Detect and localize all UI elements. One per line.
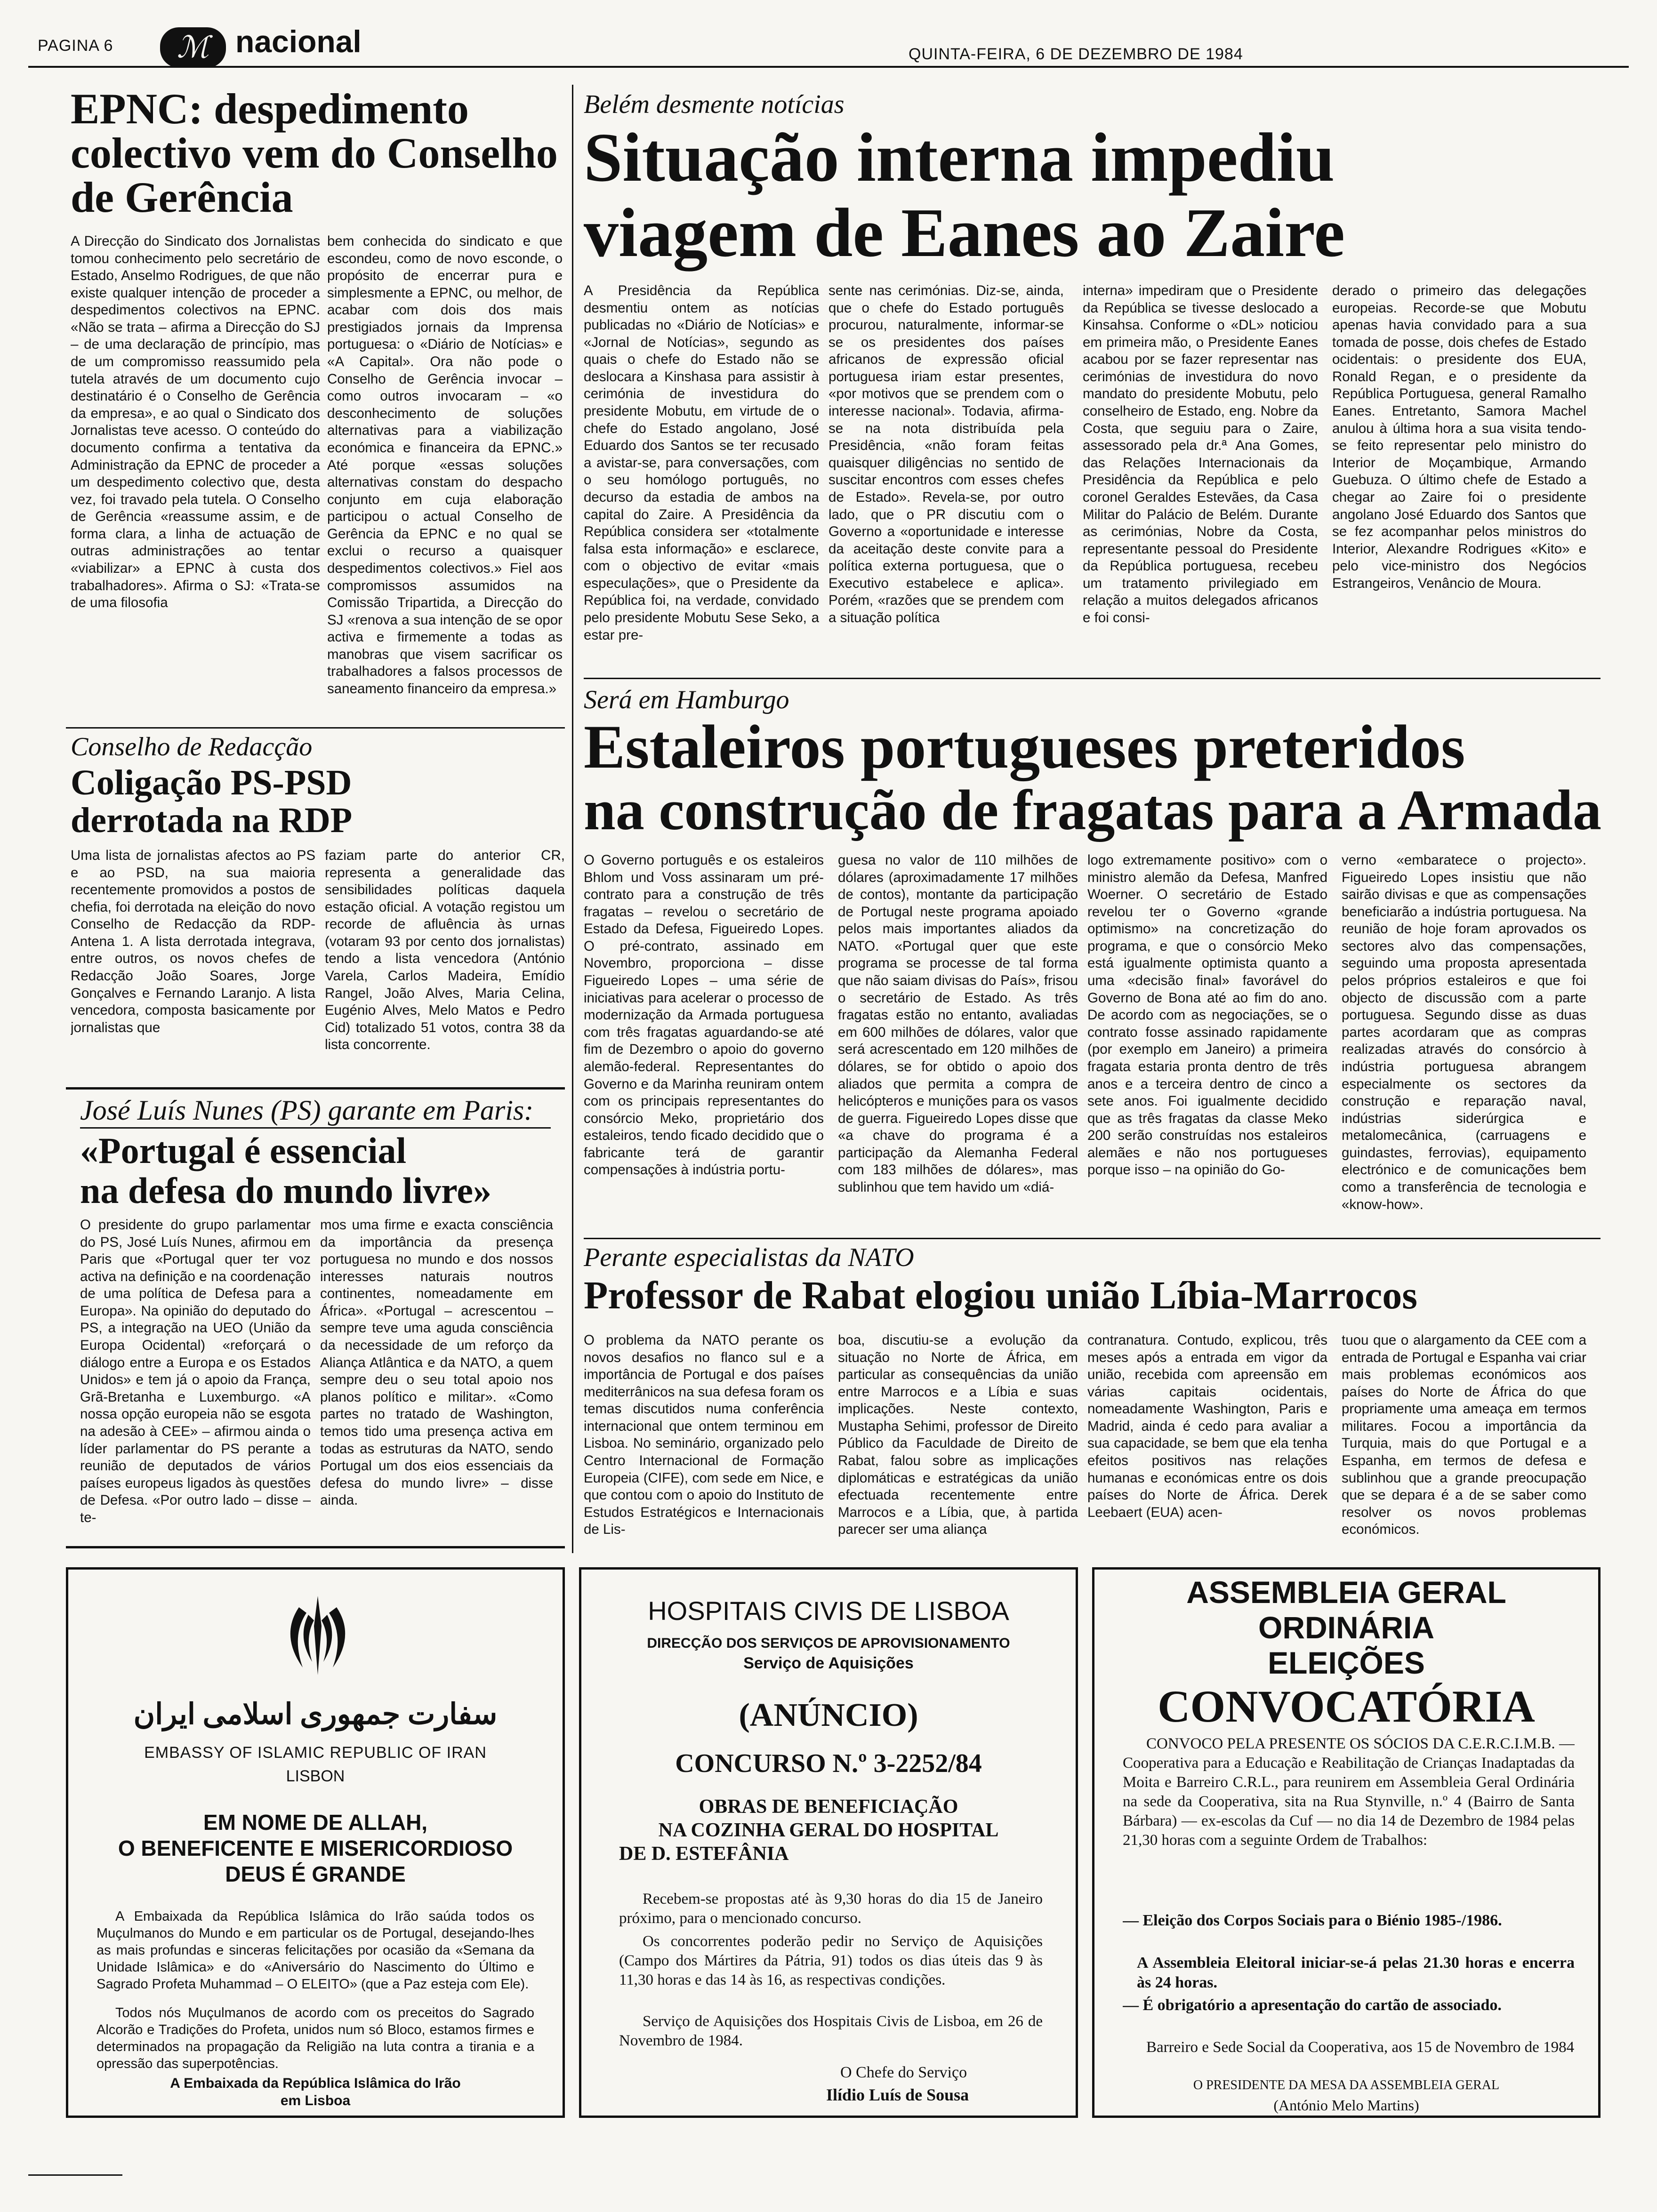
nunes-headline-line-1: «Portugal é essencial [80, 1130, 407, 1171]
hospital-sub-2: Serviço de Aquisições [743, 1654, 914, 1672]
hospital-obras-line-1: OBRAS DE BENEFICIAÇÃO [699, 1796, 958, 1818]
estaleiros-headline-line-2: na construção de fragatas para a Armada [584, 778, 1601, 842]
hospital-paragraph-2: Os concorrentes poderão pedir no Serviço de Aquisições (Campo dos Mártires da Pátria, 91) todos os dias úteis das 9 às 11,30 horas e das 14 às 16, as respectivas condições. [619, 1933, 1043, 1988]
rdp-headline-line-2: derrotada na RDP [71, 801, 353, 840]
epnc-col-1: A Direcção do Sindicato dos Jornalistas tomou conhecimento pelo secretário de Estado, Anselmo Rodrigues, de que não existe qualquer intenção de proceder a despedimentos colectivos na EPNC. «Não se trata – afirma a Direcção do SJ – de uma declaração de princípio, mas de um compromisso reassumido pela tutela através de um documento cujo destinatário é o Conselho de Gerência da empresa», e ao qual o Sindicato dos Jornalistas teve acesso. O conteúdo do documento confirma a tentativa da Administração da EPNC de proceder a um despedimento colectivo que, desta vez, foi travado pela tutela. O Conselho de Gerência «reassume assim, e de forma clara, a linha de actuação de outras administrações ao tentar «viabilizar» a EPNC à custa dos trabalhadores». Afirma o SJ: «Trata-se de uma filosofia [71, 233, 320, 611]
epnc-col-2: bem conhecida do sindicato e que escondeu, como de novo esconde, o propósito de encerrar pura e simplesmente a EPNC, ou melhor, de acabar com dois dos mais prestigiados jornais da Imprensa portuguesa: o «Diário de Notícias» e «A Capital». Ora não pode o Conselho de Gerência invocar – como outros invocaram – «o desconhecimento de soluções alternativas para a viabilização económica e financeira da EPNC.» Até porque «essas soluções alternativas constam do despacho conjunto em cuja elaboração participou o actual Conselho de Gerência da EPNC e no qual se exclui o recurso a quaisquer despedimentos colectivos.» Fiel aos compromissos assumidos na Comissão Tripartida, a Direcção do SJ «renova a sua intenção de se opor activa e firmemente a todas as manobras que visem sacrificar os trabalhadores a falsos processos de saneamento financeiro da empresa.» [327, 233, 563, 697]
section-rule [584, 678, 1601, 679]
embassy-city: LISBON [286, 1767, 345, 1785]
header-rule [28, 66, 1629, 68]
embassy-name-arabic: سفارت جمهوری اسلامی ایران [133, 1699, 498, 1731]
nunes-kicker-rule [80, 1127, 551, 1129]
hospital-title: HOSPITAIS CIVIS DE LISBOA [648, 1596, 1009, 1626]
estaleiros-col-1: O Governo português e os estaleiros Bhlom und Voss assinaram um pré-contrato para a construção de três fragatas – revelou o secretário de Estado da Defesa, Figueiredo Lopes. O pré-contrato, assinado em Novembro, proporciona – disse Figueiredo Lopes – uma série de iniciativas para acelerar o processo de modernização da Armada portuguesa com três fragatas aguardando-se até fim de Dezembro o apoio do governo alemão-federal. Representantes do Governo e da Marinha reuniram ontem com os principais representantes do consórcio Meko, proprietário dos estaleiros, tendo ficado decidido que o fabricante terá de garantir compensações à indústria portu- [584, 852, 824, 1178]
eanes-col-2: sente nas cerimónias. Diz-se, ainda, que o chefe do Estado português procurou, naturalmente, informar-se se os presidentes dos países africanos de expressão oficial portuguesa iriam estar presentes, «por motivos que se prendem com o interesse nacional». Todavia, afirma-se na nota distribuída pela Presidência, «não foram feitas quaisquer diligências no sentido de suscitar encontros com esses chefes de Estado». Revela-se, por outro lado, que o PR discutiu com o Governo a «oportunidade e interesse da aceitação deste convite para a política externa portuguesa, que o Executivo estabelece e aplica». Porém, «razões que se prendem com a situação política [828, 283, 1064, 625]
ad-assembleia-geral [1092, 1567, 1601, 2118]
hospital-chefe: O Chefe do Serviço [840, 2064, 967, 2081]
iran-heading-line-1: EM NOME DE ALLAH, [203, 1810, 428, 1835]
rdp-headline-line-1: Coligação PS-PSD [71, 763, 352, 802]
assembleia-signature-title: O PRESIDENTE DA MESA DA ASSEMBLEIA GERAL [1193, 2078, 1500, 2092]
estaleiros-col-2: guesa no valor de 110 milhões de dólares (aproximadamente 17 milhões de contos), montante da participação de Portugal neste programa apoiado pelos mais importantes aliados da NATO. «Portugal quer que este programa se processe de tal forma que não saiam divisas do País», frisou o secretário de Estado. As três fragatas estão no entanto, avaliadas em 600 milhões de dólares, valor que será acrescentado em 120 milhões de dólares, se for obtido o apoio dos aliados que permita a compra de helicópteros e munições para os vasos de guerra. Figueiredo Lopes disse que «a chave do programa é a participação da Alemanha Federal com 183 milhões de dólares», mas sublinhou que tem havido um «diá- [838, 852, 1078, 1195]
assembleia-title-3: ELEIÇÕES [1268, 1645, 1425, 1680]
assembleia-item-3: — É obrigatório a apresentação do cartão de associado. [1123, 1996, 1502, 2014]
rdp-col-1: Uma lista de jornalistas afectos ao PS e ao PSD, na sua maioria recentemente promovidos a postos de chefia, foi derrotada na eleição do novo Conselho de Redacção da RDP-Antena 1. A lista derrotada integrava, entre outros, os novos chefes de Redacção João Soares, Jorge Gonçalves e Fernando Laranjo. A lista vencedora, composta basicamente por jornalistas que [71, 848, 315, 1035]
footer-mark [28, 2174, 122, 2176]
newspaper-logo: ℳ [160, 27, 226, 68]
eanes-col-4: derado o primeiro das delegações europeias. Recorde-se que Mobutu apenas havia convidado para a sua tomada de posse, dois chefes de Estado ocidentais: o presidente dos EUA, Ronald Regan, e o presidente da República Portuguesa, general Ramalho Eanes. Entretanto, Samora Machel anulou à última hora a sua visita tendo-se feito representar pelo ministro do Interior de Moçambique, Armando Guebuza. O último chefe de Estado a chegar ao Zaire foi o presidente angolano José Eduardo dos Santos que se fez acompanhar pelos ministros do Interior, Alexandre Rodrigues «Kito» e pelo vice-ministro dos Negócios Estrangeiros, Venâncio de Moura. [1332, 283, 1586, 591]
assembleia-title-2: ORDINÁRIA [1258, 1610, 1434, 1645]
hospital-concurso: CONCURSO N.º 3-2252/84 [675, 1749, 982, 1778]
rabat-col-2: boa, discutiu-se a evolução da situação no Norte de África, em particular as consequências da união entre Marrocos e a Líbia e suas implicações. Neste contexto, Mustapha Sehimi, professor de Direito Público da Faculdade de Direito de Rabat, falou sobre as implicações diplomáticas e estratégicas da união efectuada recentemente entre Marrocos e a Líbia, que, à partida parecer ser uma aliança [838, 1332, 1078, 1538]
nunes-headline-line-2: na defesa do mundo livre» [80, 1170, 491, 1211]
eanes-headline-line-1: Situação interna impediu [584, 119, 1335, 196]
nunes-col-1: O presidente do grupo parlamentar do PS, José Luís Nunes, afirmou em Paris que «Portugal quer ter voz activa na definição e na coordenação de uma política de Defesa para a Europa». Na opinião do deputado do PS, a integração na UEO (União da Europa Ocidental) «reforçará o diálogo entre a Europa e os Estados Unidos» e tem já o apoio da França, Grã-Bretanha e Luxemburgo. «A nossa opção europeia não se esgota na adesão à CEE» – afirmou ainda o líder parlamentar do PS perante a reunião de deputados de vários países europeus ligados às questões de Defesa. «Por outro lado – disse – te- [80, 1217, 311, 1525]
estaleiros-headline-line-1: Estaleiros portugueses preteridos [584, 712, 1465, 781]
ad-hospitais-civis [579, 1567, 1078, 2118]
iran-signature-line-1: A Embaixada da República Islâmica do Irão [170, 2076, 461, 2091]
iran-heading-line-2: O BENEFICENTE E MISERICORDIOSO [118, 1836, 513, 1860]
eanes-headline-line-2: viagem de Eanes ao Zaire [584, 194, 1345, 272]
column-divider [572, 85, 573, 737]
rdp-kicker: Conselho de Redacção [71, 732, 313, 761]
iran-emblem-icon [271, 1588, 365, 1683]
eanes-col-1: A Presidência da República desmentiu ontem as notícias publicadas no «Diário de Notícias» e «Jornal de Notícias», segundo as quais o chefe do Estado não se deslocara a Kinshasa para assistir à cerimónia de investidura do presidente Mobutu, em virtude de o chefe do Estado angolano, José Eduardo dos Santos se ter recusado a avistar-se, para conversações, com o seu homólogo português, no decurso da estadia de ambos na capital do Zaire. A Presidência da República considera ser «totalmente falsa esta informação» e esclarece, com o objectivo de evitar «mais especulações», que o Presidente da República foi, na verdade, convidado pelo presidente Mobutu Sese Seko, a estar pre- [584, 283, 819, 643]
rabat-col-1: O problema da NATO perante os novos desafios no flanco sul e a importância de Portugal e dos países mediterrânicos na sua defesa foram os temas discutidos numa conferência internacional que ontem terminou em Lisboa. No seminário, organizado pelo Centro Internacional de Formação Europeia (CIFE), com sede em Nice, e que contou com o apoio do Instituto de Estudos Estratégicos e Internacionais de Lis- [584, 1332, 824, 1538]
iran-signature-line-2: em Lisboa [280, 2093, 351, 2108]
column-divider [572, 682, 573, 1553]
assembleia-date: Barreiro e Sede Social da Cooperativa, aos 15 de Novembro de 1984 [1146, 2039, 1575, 2056]
hospital-sub-1: DIRECÇÃO DOS SERVIÇOS DE APROVISIONAMENTO [647, 1635, 1010, 1651]
hospital-obras-line-3: DE D. ESTEFÂNIA [619, 1843, 789, 1865]
section-rule [66, 727, 565, 729]
iran-paragraph-2: Todos nós Muçulmanos de acordo com os preceitos do Sagrado Alcorão e Tradições do Profeta, unidos num só Bloco, estamos firmes e determinados na propagação da Religião na luta contra a tirania e a opressão das superpotências. [97, 2005, 534, 2071]
epnc-headline: EPNC: despedimento colectivo vem do Conselho de Gerência [71, 85, 558, 221]
assembleia-item-2: A Assembleia Eleitoral iniciar-se-á pelas 21.30 horas e encerra às 24 horas. [1137, 1954, 1575, 1992]
rabat-kicker: Perante especialistas da NATO [584, 1243, 914, 1272]
rabat-col-3: contranatura. Contudo, explicou, três meses após a entrada em vigor da união, recebida com apreensão em várias capitais ocidentais, nomeadamente Washington, Paris e Madrid, ainda é cedo para avaliar a sua capacidade, se bem que ela tenha efeitos positivos nas relações humanas e económicas entre os dois países do Norte de África. Derek Leebaert (EUA) acen- [1087, 1332, 1327, 1520]
hospital-paragraph-3: Serviço de Aquisições dos Hospitais Civis de Lisboa, em 26 de Novembro de 1984. [619, 2013, 1043, 2049]
assembleia-title-1: ASSEMBLEIA GERAL [1186, 1575, 1506, 1610]
nunes-kicker: José Luís Nunes (PS) garante em Paris: [80, 1095, 534, 1126]
estaleiros-col-3: logo extremamente positivo» com o ministro alemão da Defesa, Manfred Woerner. O secretário de Estado revelou ter o Governo «grande optimismo» na concretização do programa, e que o consórcio Meko está igualmente optimista quanto a uma «decisão final» favorável do Governo de Bona até ao fim do ano. De acordo com as negociações, se o contrato fosse assinado rapidamente (por exemplo em Janeiro) a primeira fragata estaria pronta dentro de três anos e a terceira dentro de cinco a sete anos. Foi igualmente decidido que as três fragatas da classe Meko 200 serão construídas nos estaleiros alemães e não nos portugueses porque isso – na opinião do Go- [1087, 852, 1327, 1178]
page-number: PAGINA 6 [38, 37, 113, 55]
hospital-paragraph-1: Recebem-se propostas até às 9,30 horas do dia 15 de Janeiro próximo, para o mencionado concurso. [619, 1891, 1043, 1927]
rdp-col-2: faziam parte do anterior CR, representa a generalidade das sensibilidades políticas daquela estação oficial. A votação registou um recorde de afluência às urnas (votaram 93 por cento dos jornalistas) tendo a lista vencedora (António Varela, Carlos Madeira, Emídio Rangel, João Alves, Maria Celina, Eugénio Alves, Melo Matos e Pedro Cid) totalizado 51 votos, contra 38 da lista concorrente. [325, 848, 565, 1053]
assembleia-title-4: CONVOCATÓRIA [1158, 1681, 1535, 1731]
rabat-headline: Professor de Rabat elogiou união Líbia-Marrocos [584, 1274, 1417, 1317]
nunes-col-2: mos uma firme e exacta consciência da importância da presença portuguesa no mundo e dos nossos interesses naturais noutros continentes, nomeadamente em África». «Portugal – acrescentou – sempre teve uma aguda consciência da necessidade de um reforço da Aliança Atlântica e da NATO, a quem sempre deu o seu total apoio nos planos político e militar». «Como partes no tratado de Washington, temos tido uma presença activa em todas as estruturas da NATO, sendo Portugal um dos eios essenciais da defesa do mundo livre» – disse ainda. [320, 1217, 553, 1508]
assembleia-item-1: — Eleição dos Corpos Sociais para o Biénio 1985-/1986. [1123, 1912, 1502, 1929]
iran-heading-line-3: DEUS É GRANDE [225, 1862, 406, 1886]
hospital-obras-line-2: NA COZINHA GERAL DO HOSPITAL [658, 1819, 999, 1841]
section-rule [584, 1238, 1601, 1239]
embassy-name: EMBASSY OF ISLAMIC REPUBLIC OF IRAN [144, 1744, 487, 1762]
rabat-col-4: tuou que o alargamento da CEE com a entrada de Portugal e Espanha vai criar mais problemas económicos aos países do Norte de África do que propriamente uma ameaça em termos militares. Focou a importância da Turquia, mais do que Portugal e a Espanha, em termos de defesa e sublinhou que a grande preocupação que se depara é a de se saber como resolver os novos problemas económicos. [1342, 1332, 1586, 1538]
estaleiros-kicker: Será em Hamburgo [584, 685, 789, 714]
hospital-chefe-name: Ilídio Luís de Sousa [826, 2085, 969, 2104]
assembleia-signature-name: (António Melo Martins) [1273, 2097, 1419, 2114]
ad-iran-embassy [66, 1567, 565, 2118]
iran-paragraph-1: A Embaixada da República Islâmica do Irão saúda todos os Muçulmanos do Mundo e em particular os de Portugal, desejando-lhes as mais profundas e sinceras felicitações por ocasião da «Semana da Unidade Islâmica» e do «Aniversário do Nascimento do Último e Sagrado Profeta Muhammad – O ELEITO» (que a Paz esteja com Ele). [97, 1909, 534, 1992]
eanes-kicker: Belém desmente notícias [584, 90, 845, 119]
estaleiros-col-4: verno «embaratece o projecto». Figueiredo Lopes insistiu que não sairão divisas e que as compensações beneficiarão a indústria portuguesa. Na reunião de hoje foram aprovados os sectores alvo das compensações, seguindo uma proposta apresentada pelos próprios estaleiros e que foi objecto de discussão com a parte portuguesa. Segundo disse as duas partes acordaram que as compras realizadas através do consórcio à indústria portuguesa abrangem especialmente os sectores da construção e reparação naval, indústrias siderúrgica e metalomecânica, (carruagens e guindastes, ferrovias), equipamento electrónico e de comunicações bem como a transferência de tecnologia e «know-how». [1342, 852, 1586, 1212]
issue-date: QUINTA-FEIRA, 6 DE DEZEMBRO DE 1984 [909, 45, 1243, 63]
assembleia-intro: CONVOCO PELA PRESENTE OS SÓCIOS DA C.E.R.C.I.M.B. — Cooperativa para a Educação e Reabilitação de Crianças Inadaptadas da Moita e Barreiro C.R.L., para reunirem em Assembleia Geral Ordinária na sede da Cooperativa, sita na Rua Stynville, n.º 4 (Bairro de Santa Bárbara) — ex-escolas da Cuf — no dia 14 de Dezembro de 1984 pelas 21,30 horas com a seguinte Ordem de Trabalhos: [1123, 1735, 1575, 1849]
section-title: nacional [235, 24, 362, 59]
eanes-col-3: interna» impediram que o Presidente da República se tivesse deslocado a Kinsahsa. Conforme o «DL» noticiou em primeira mão, o Presidente Eanes acabou por se fazer representar nas cerimónias de investidura do novo mandato do presidente Mobutu, pelo conselheiro de Estado, eng. Nobre da Costa, que seguiu para o Zaire, assessorado pela dr.ª Ana Gomes, das Relações Internacionais da Presidência da República e pelo coronel Geraldes Estevães, da Casa Militar do Palácio de Belém. Durante as cerimónias, Nobre da Costa, representante pessoal do Presidente da República portuguesa, recebeu um tratamento privilegiado em relação a muitos delegados africanos e foi consi- [1083, 283, 1318, 625]
hospital-anuncio: (ANÚNCIO) [739, 1697, 918, 1733]
